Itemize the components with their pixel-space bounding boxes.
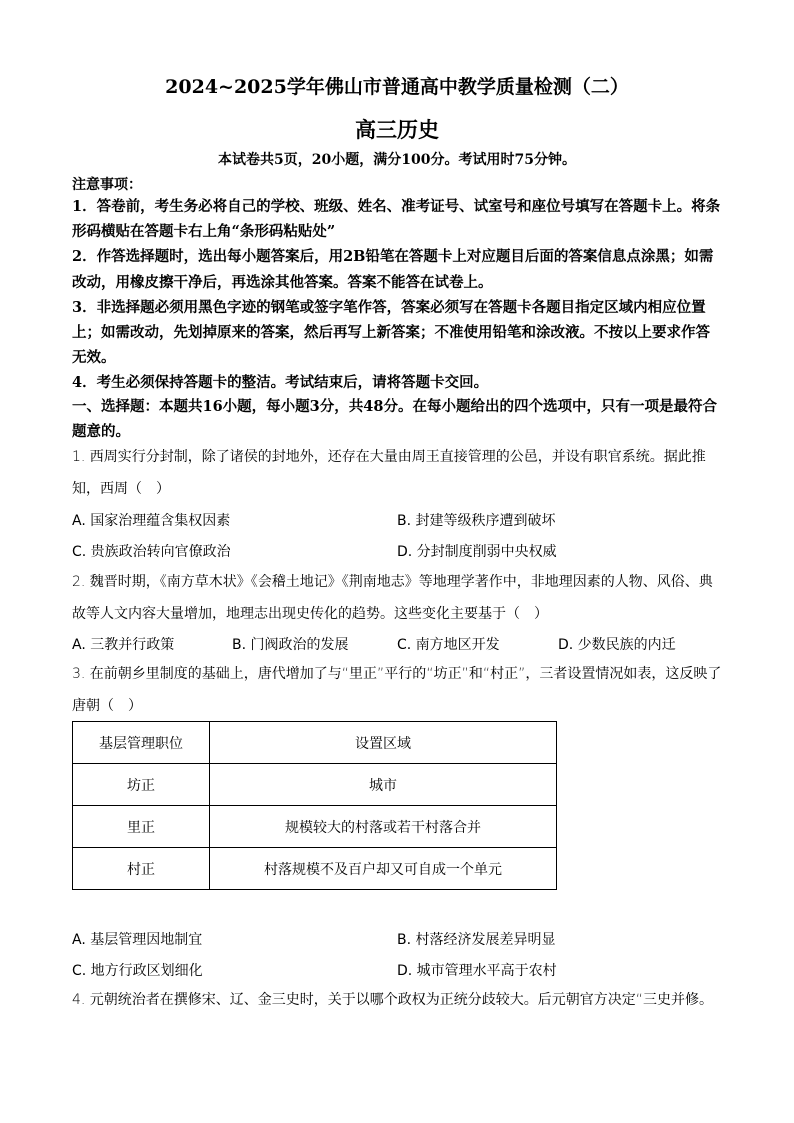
notes-heading: 注意事项： bbox=[72, 177, 142, 193]
question-4-stem: 4. 元朝统治者在撰修宋、辽、金三史时，关于以哪个政权为正统分歧较大。后元朝官方决定“三史并修。 bbox=[72, 992, 714, 1008]
question-2-options-row bbox=[72, 634, 722, 658]
question-1-stem: 1. 西周实行分封制，除了诸侯的封地外，还存在大量由周王直接管理的公邑，并设有职官系统。据此推知，西周（ ） bbox=[72, 449, 706, 497]
table-row bbox=[73, 806, 557, 848]
table-header-row bbox=[73, 722, 557, 764]
table-cell: 村正 bbox=[73, 848, 210, 890]
table-row bbox=[73, 764, 557, 806]
question-1-options-row-1 bbox=[72, 510, 722, 534]
option-c: C. 贵族政治转向官僚政治 bbox=[72, 544, 231, 560]
question-3-stem: 3. 在前朝乡里制度的基础上，唐代增加了与“里正”平行的“坊正”和“村正”，三者设置情况如表，这反映了唐朝（ ） bbox=[72, 666, 722, 714]
table-row bbox=[73, 848, 557, 890]
table-cell: 坊正 bbox=[73, 764, 210, 806]
table-cell: 村落规模不及百户却又可自成一个单元 bbox=[210, 848, 557, 890]
table-header-cell: 设置区域 bbox=[210, 722, 557, 764]
notes-list bbox=[72, 194, 722, 396]
option-c: C. 地方行政区划细化 bbox=[72, 963, 203, 979]
note-item: 3．非选择题必须用黑色字迹的钢笔或签字笔作答，答案必须写在答题卡各题目指定区域内相应位置上；如需改动，先划掉原来的答案，然后再写上新答案；不准使用铅笔和涂改液。不按以上要求作答无效。 bbox=[72, 298, 710, 367]
question-3-options-row-2 bbox=[72, 960, 722, 984]
note-item: 1．答卷前，考生务必将自己的学校、班级、姓名、准考证号、试室号和座位号填写在答题卡上。将条形码横贴在答题卡右上角“条形码粘贴处” bbox=[72, 198, 721, 241]
note-item: 4．考生必须保持答题卡的整洁。考试结束后，请将答题卡交回。 bbox=[72, 374, 489, 392]
option-d: D. 少数民族的内迁 bbox=[558, 637, 676, 653]
option-b: B. 封建等级秩序遭到破坏 bbox=[397, 513, 556, 529]
option-b: B. 村落经济发展差异明显 bbox=[397, 932, 556, 948]
option-a: A. 三教并行政策 bbox=[72, 637, 175, 653]
table-header-cell: 基层管理职位 bbox=[73, 722, 210, 764]
question-2-stem: 2. 魏晋时期，《南方草木状》《会稽土地记》《荆南地志》等地理学著作中，非地理因素的人物、风俗、典故等人文内容大量增加，地理志出现史传化的趋势。这些变化主要基于（ ） bbox=[72, 574, 713, 622]
question-1-options-row-2 bbox=[72, 541, 722, 565]
option-b: B. 门阀政治的发展 bbox=[232, 637, 349, 653]
question-3-table bbox=[72, 721, 557, 890]
option-d: D. 分封制度削弱中央权威 bbox=[397, 544, 557, 560]
note-item: 2．作答选择题时，选出每小题答案后，用2B铅笔在答题卡上对应题目后面的答案信息点涂黑；如需改动，用橡皮擦干净后，再选涂其他答案。答案不能答在试卷上。 bbox=[72, 248, 714, 291]
table-cell: 规模较大的村落或若干村落合并 bbox=[210, 806, 557, 848]
table-cell: 里正 bbox=[73, 806, 210, 848]
section-heading: 一、选择题：本题共16小题，每小题3分，共48分。在每小题给出的四个选项中，只有一项是最符合题意的。 bbox=[72, 398, 717, 440]
exam-subject: 高三历史 bbox=[355, 117, 439, 142]
option-a: A. 国家治理蕴含集权因素 bbox=[72, 513, 231, 529]
exam-title: 2024~2025学年佛山市普通高中教学质量检测（二） bbox=[165, 76, 629, 98]
option-a: A. 基层管理因地制宜 bbox=[72, 932, 203, 948]
option-c: C. 南方地区开发 bbox=[397, 637, 500, 653]
question-3-options-row-1 bbox=[72, 929, 722, 953]
option-d: D. 城市管理水平高于农村 bbox=[397, 963, 557, 979]
exam-info: 本试卷共5页，20小题，满分100分。考试用时75分钟。 bbox=[218, 152, 576, 168]
table-cell: 城市 bbox=[210, 764, 557, 806]
